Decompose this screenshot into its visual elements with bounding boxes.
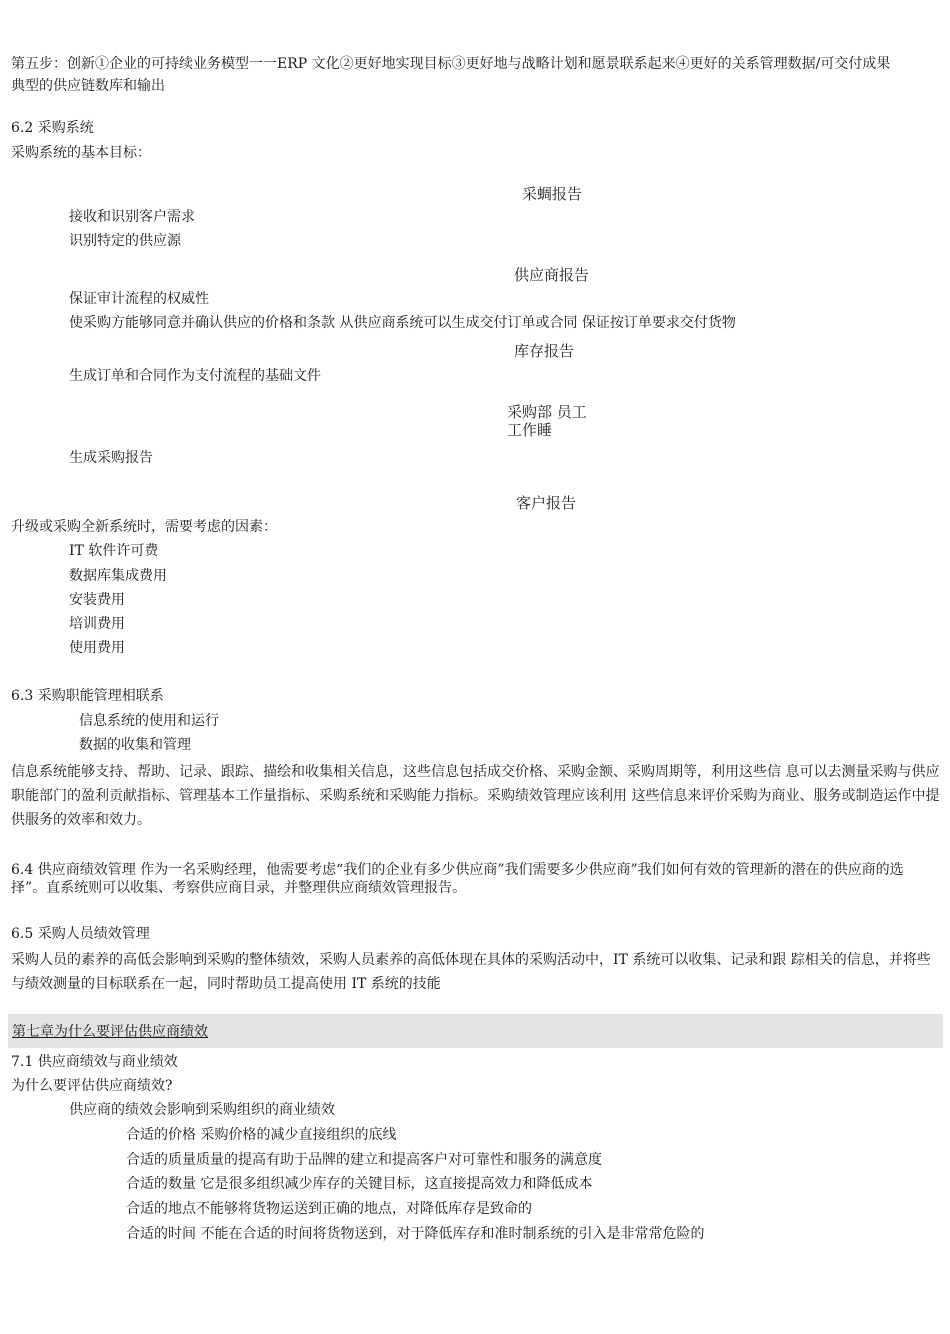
section-6-3-heading: 6.3 采购职能管理相联系 [11, 688, 164, 704]
list-item: 合适的时间 不能在合适的时间将货物送到，对于降低库存和准时制系统的引入是非常常危险的 [126, 1226, 705, 1242]
list-item: 数据库集成费用 [69, 568, 167, 584]
section-6-5-heading: 6.5 采购人员绩效管理 [11, 926, 150, 942]
list-item: 接收和识别客户需求 [69, 209, 195, 225]
list-item: 生成订单和合同作为支付流程的基础文件 [69, 368, 321, 384]
list-item: IT 软件许可费 [69, 543, 159, 559]
upgrade-intro: 升级或采购全新系统时，需要考虑的因素： [11, 519, 277, 535]
list-item: 培训费用 [69, 616, 125, 632]
section-6-3-paragraph: 信息系统能够支持、帮助、记录、跟踪、描绘和收集相关信息，这些信息包括成交价格、采购金额、采购周期等，利用这些信 息可以去测量采购与供应职能部门的盈利贡献指标、管理基本工作量指标、采购系统和采购能力指标。采购绩效管理应该利用 这些信息来评价采购为商业、服务或制造运作中提供服务的效率和效力。 [11, 764, 940, 828]
diagram-label-dept-staff: 采购部 员工 [507, 403, 587, 421]
section-6-2-intro: 采购系统的基本目标： [11, 145, 151, 161]
list-item: 使采购方能够同意并确认供应的价格和条款 从供应商系统可以生成交付订单或合同 保证按订单要求交付货物 [69, 315, 736, 331]
list-item: 信息系统的使用和运行 [79, 713, 219, 729]
section-7-1-heading: 7.1 供应商绩效与商业绩效 [11, 1054, 178, 1070]
list-item: 合适的地点不能够将货物运送到正确的地点，对降低库存是致命的 [126, 1201, 532, 1217]
section-6-4-paragraph: 6.4 供应商绩效管理 作为一名采购经理，他需要考虑“我们的企业有多少供应商”我们需要多少供应商”我们如何有效的管理新的潜在的供应商的选 择”。直系统则可以收集、考察供应商目录，并整理供应商绩效管理报告。 [11, 862, 904, 896]
list-item: 合适的价格 采购价格的减少直接组织的底线 [126, 1127, 397, 1143]
list-item: 合适的数量 它是很多组织减少库存的关键目标，这直接提高效力和降低成本 [126, 1176, 593, 1192]
list-item: 合适的质量质量的提高有助于品牌的建立和提高客户对可靠性和服务的满意度 [126, 1152, 602, 1168]
chapter-title-bar [8, 1014, 943, 1048]
list-item: 保证审计流程的权威性 [69, 291, 209, 307]
section-6-5-paragraph: 采购人员的素养的高低会影响到采购的整体绩效，采购人员素养的高低体现在具体的采购活动中，IT 系统可以收集、记录和跟 踪相关的信息，并将些与绩效测量的目标联系在一起，同时帮助员工提高使用 IT 系统的技能 [11, 952, 931, 992]
diagram-label-workload: 工作睡 [507, 421, 553, 439]
list-item: 供应商的绩效会影响到采购组织的商业绩效 [69, 1102, 335, 1118]
list-item: 生成采购报告 [69, 450, 153, 466]
list-item: 安装费用 [69, 592, 125, 608]
diagram-label-supplier-report: 供应商报告 [514, 266, 590, 284]
list-item: 数据的收集和管理 [79, 737, 191, 753]
question: 为什么要评估供应商绩效? [11, 1078, 173, 1094]
section-6-2-heading: 6.2 采购系统 [11, 120, 94, 136]
list-item: 识别特定的供应源 [69, 233, 181, 249]
list-item: 使用费用 [69, 640, 125, 656]
diagram-label-procurement-report: 采蜩报告 [522, 185, 583, 203]
step5-paragraph: 第五步：创新①企业的可持续业务模型一一ERP 文化②更好地实现目标③更好地与战略计划和愿景联系起来④更好的关系管理数据/可交付成果 典型的供应链数库和输出 [11, 56, 891, 94]
diagram-label-customer-report: 客户报告 [516, 494, 577, 512]
diagram-label-inventory-report: 库存报告 [514, 342, 575, 360]
chapter-7-title[interactable]: 第七章为什么要评估供应商绩效 [12, 1024, 208, 1040]
